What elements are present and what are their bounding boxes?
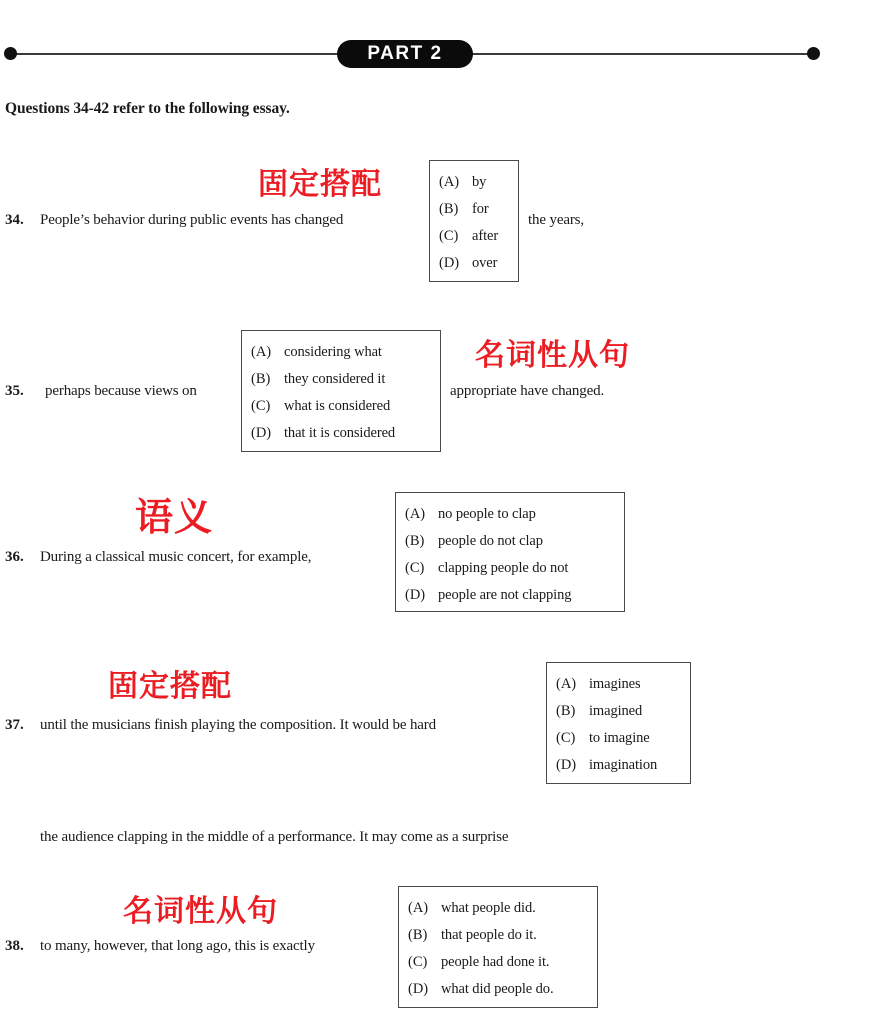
choices-35[interactable] bbox=[241, 330, 441, 452]
choice-letter: (D) bbox=[439, 255, 460, 271]
choice-option[interactable] bbox=[251, 420, 430, 447]
choice-letter: (D) bbox=[405, 587, 426, 603]
choice-option[interactable] bbox=[439, 169, 508, 196]
choice-text: that it is considered bbox=[284, 425, 396, 441]
choice-letter: (D) bbox=[408, 981, 429, 997]
choice-option[interactable] bbox=[556, 671, 680, 698]
choice-option[interactable] bbox=[405, 582, 614, 609]
choice-option[interactable] bbox=[408, 922, 587, 949]
choice-text: people had done it. bbox=[441, 954, 550, 970]
choice-letter: (B) bbox=[439, 201, 459, 217]
choice-option[interactable] bbox=[556, 725, 680, 752]
annotation-34: 固定搭配 bbox=[258, 167, 382, 202]
choice-letter: (C) bbox=[405, 560, 425, 576]
directions-text: Questions 34-42 refer to the following essay. bbox=[5, 100, 290, 117]
choice-option[interactable] bbox=[439, 196, 508, 223]
choice-text: after bbox=[472, 228, 499, 244]
annotation-37: 固定搭配 bbox=[108, 669, 232, 704]
question-tail: the years, bbox=[528, 212, 584, 228]
choice-option[interactable] bbox=[405, 528, 614, 555]
choices-37[interactable] bbox=[546, 662, 691, 784]
choice-text: what people did. bbox=[441, 900, 536, 916]
choice-text: to imagine bbox=[589, 730, 650, 746]
choices-38[interactable] bbox=[398, 886, 598, 1008]
choice-text: imagines bbox=[589, 676, 641, 692]
choice-text: what is considered bbox=[284, 398, 391, 414]
choice-letter: (B) bbox=[408, 927, 428, 943]
choice-option[interactable] bbox=[408, 976, 587, 1003]
choice-letter: (C) bbox=[556, 730, 576, 746]
choice-option[interactable] bbox=[408, 949, 587, 976]
banner-dot-left-icon bbox=[4, 47, 17, 60]
question-stem: During a classical music concert, for example, bbox=[40, 549, 312, 565]
choice-letter: (B) bbox=[405, 533, 425, 549]
question-stem: People’s behavior during public events has changed bbox=[40, 212, 344, 228]
choice-letter: (C) bbox=[439, 228, 459, 244]
annotation-36: 语义 bbox=[135, 495, 214, 539]
annotation-35: 名词性从句 bbox=[475, 338, 630, 373]
choices-36[interactable] bbox=[395, 492, 625, 612]
choice-option[interactable] bbox=[405, 555, 614, 582]
choice-option[interactable] bbox=[556, 752, 680, 779]
continuation-line: the audience clapping in the middle of a performance. It may come as a surprise bbox=[40, 829, 509, 845]
choice-text: people do not clap bbox=[438, 533, 543, 549]
choice-option[interactable] bbox=[408, 895, 587, 922]
choice-letter: (A) bbox=[405, 506, 426, 522]
choice-option[interactable] bbox=[251, 366, 430, 393]
choice-letter: (B) bbox=[556, 703, 576, 719]
question-stem: until the musicians finish playing the composition. It would be hard bbox=[40, 717, 436, 733]
choice-text: that people do it. bbox=[441, 927, 537, 943]
choice-text: imagination bbox=[589, 757, 658, 773]
choice-letter: (C) bbox=[408, 954, 428, 970]
choice-text: considering what bbox=[284, 344, 382, 360]
choice-option[interactable] bbox=[251, 339, 430, 366]
choice-option[interactable] bbox=[439, 250, 508, 277]
choice-letter: (D) bbox=[556, 757, 577, 773]
part-label: PART 2 bbox=[337, 40, 473, 68]
choice-text: no people to clap bbox=[438, 506, 536, 522]
banner-dot-right-icon bbox=[807, 47, 820, 60]
question-tail: appropriate have changed. bbox=[450, 383, 605, 399]
question-number: 37. bbox=[5, 717, 24, 733]
choice-text: for bbox=[472, 201, 489, 217]
choice-text: by bbox=[472, 174, 487, 190]
question-stem: to many, however, that long ago, this is exactly bbox=[40, 938, 315, 954]
choice-text: people are not clapping bbox=[438, 587, 572, 603]
choice-letter: (A) bbox=[251, 344, 272, 360]
choice-text: what did people do. bbox=[441, 981, 554, 997]
choice-letter: (B) bbox=[251, 371, 271, 387]
part-banner bbox=[0, 38, 885, 72]
choice-letter: (C) bbox=[251, 398, 271, 414]
choice-option[interactable] bbox=[556, 698, 680, 725]
choice-letter: (D) bbox=[251, 425, 272, 441]
choice-letter: (A) bbox=[439, 174, 460, 190]
choice-option[interactable] bbox=[251, 393, 430, 420]
question-number: 35. bbox=[5, 383, 24, 399]
choice-text: over bbox=[472, 255, 498, 271]
choice-text: imagined bbox=[589, 703, 643, 719]
question-number: 34. bbox=[5, 212, 24, 228]
question-number: 36. bbox=[5, 549, 24, 565]
choice-letter: (A) bbox=[408, 900, 429, 916]
annotation-38: 名词性从句 bbox=[123, 894, 278, 929]
choice-option[interactable] bbox=[439, 223, 508, 250]
question-stem: perhaps because views on bbox=[45, 383, 197, 399]
choices-34[interactable] bbox=[429, 160, 519, 282]
choice-text: clapping people do not bbox=[438, 560, 569, 576]
choice-text: they considered it bbox=[284, 371, 386, 387]
question-number: 38. bbox=[5, 938, 24, 954]
choice-letter: (A) bbox=[556, 676, 577, 692]
choice-option[interactable] bbox=[405, 501, 614, 528]
